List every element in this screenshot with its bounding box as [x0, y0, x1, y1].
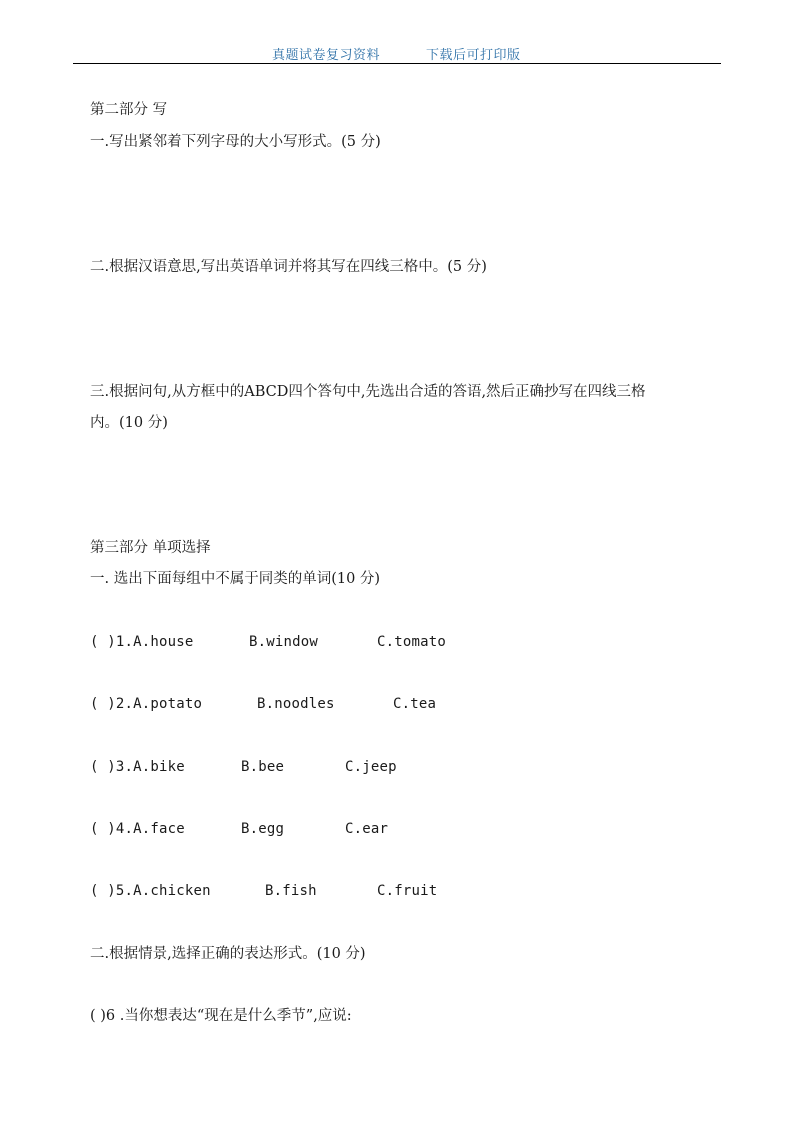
- part2-question-1: 一.写出紧邻着下列字母的大小写形式。(5 分): [90, 134, 381, 150]
- page-header: [0, 44, 794, 63]
- question-stem: ( )4.A.face: [90, 821, 185, 837]
- option-c: C.ear: [345, 821, 389, 837]
- part3-title: 第三部分 单项选择: [90, 540, 211, 556]
- option-b: B.fish: [265, 883, 317, 899]
- option-c: C.fruit: [377, 883, 438, 899]
- option-c: C.tomato: [377, 634, 447, 650]
- option-c: C.jeep: [345, 759, 397, 775]
- part2-question-3-line-2: 内。(10 分): [90, 415, 168, 431]
- part2-question-2: 二.根据汉语意思,写出英语单词并将其写在四线三格中。(5 分): [90, 259, 487, 275]
- option-c: C.tea: [393, 696, 437, 712]
- part2-title: 第二部分 写: [90, 102, 168, 118]
- option-b: B.noodles: [257, 696, 335, 712]
- option-b: B.egg: [241, 821, 285, 837]
- part3-section-1: 一. 选出下面每组中不属于同类的单词(10 分): [90, 571, 381, 587]
- header-right-text: 下载后可打印版: [426, 48, 521, 63]
- part3-section-2: 二.根据情景,选择正确的表达形式。(10 分): [90, 946, 366, 962]
- option-b: B.bee: [241, 759, 285, 775]
- header-rule: [73, 63, 721, 64]
- question-6: ( )6 .当你想表达“现在是什么季节”,应说:: [90, 1008, 352, 1024]
- question-stem: ( )3.A.bike: [90, 759, 185, 775]
- header-left-text: 真题试卷复习资料: [272, 48, 381, 63]
- question-stem: ( )2.A.potato: [90, 696, 203, 712]
- part2-question-3-line-1: 三.根据问句,从方框中的ABCD四个答句中,先选出合适的答语,然后正确抄写在四线三格: [90, 384, 646, 400]
- question-stem: ( )5.A.chicken: [90, 883, 211, 899]
- option-b: B.window: [249, 634, 319, 650]
- question-stem: ( )1.A.house: [90, 634, 194, 650]
